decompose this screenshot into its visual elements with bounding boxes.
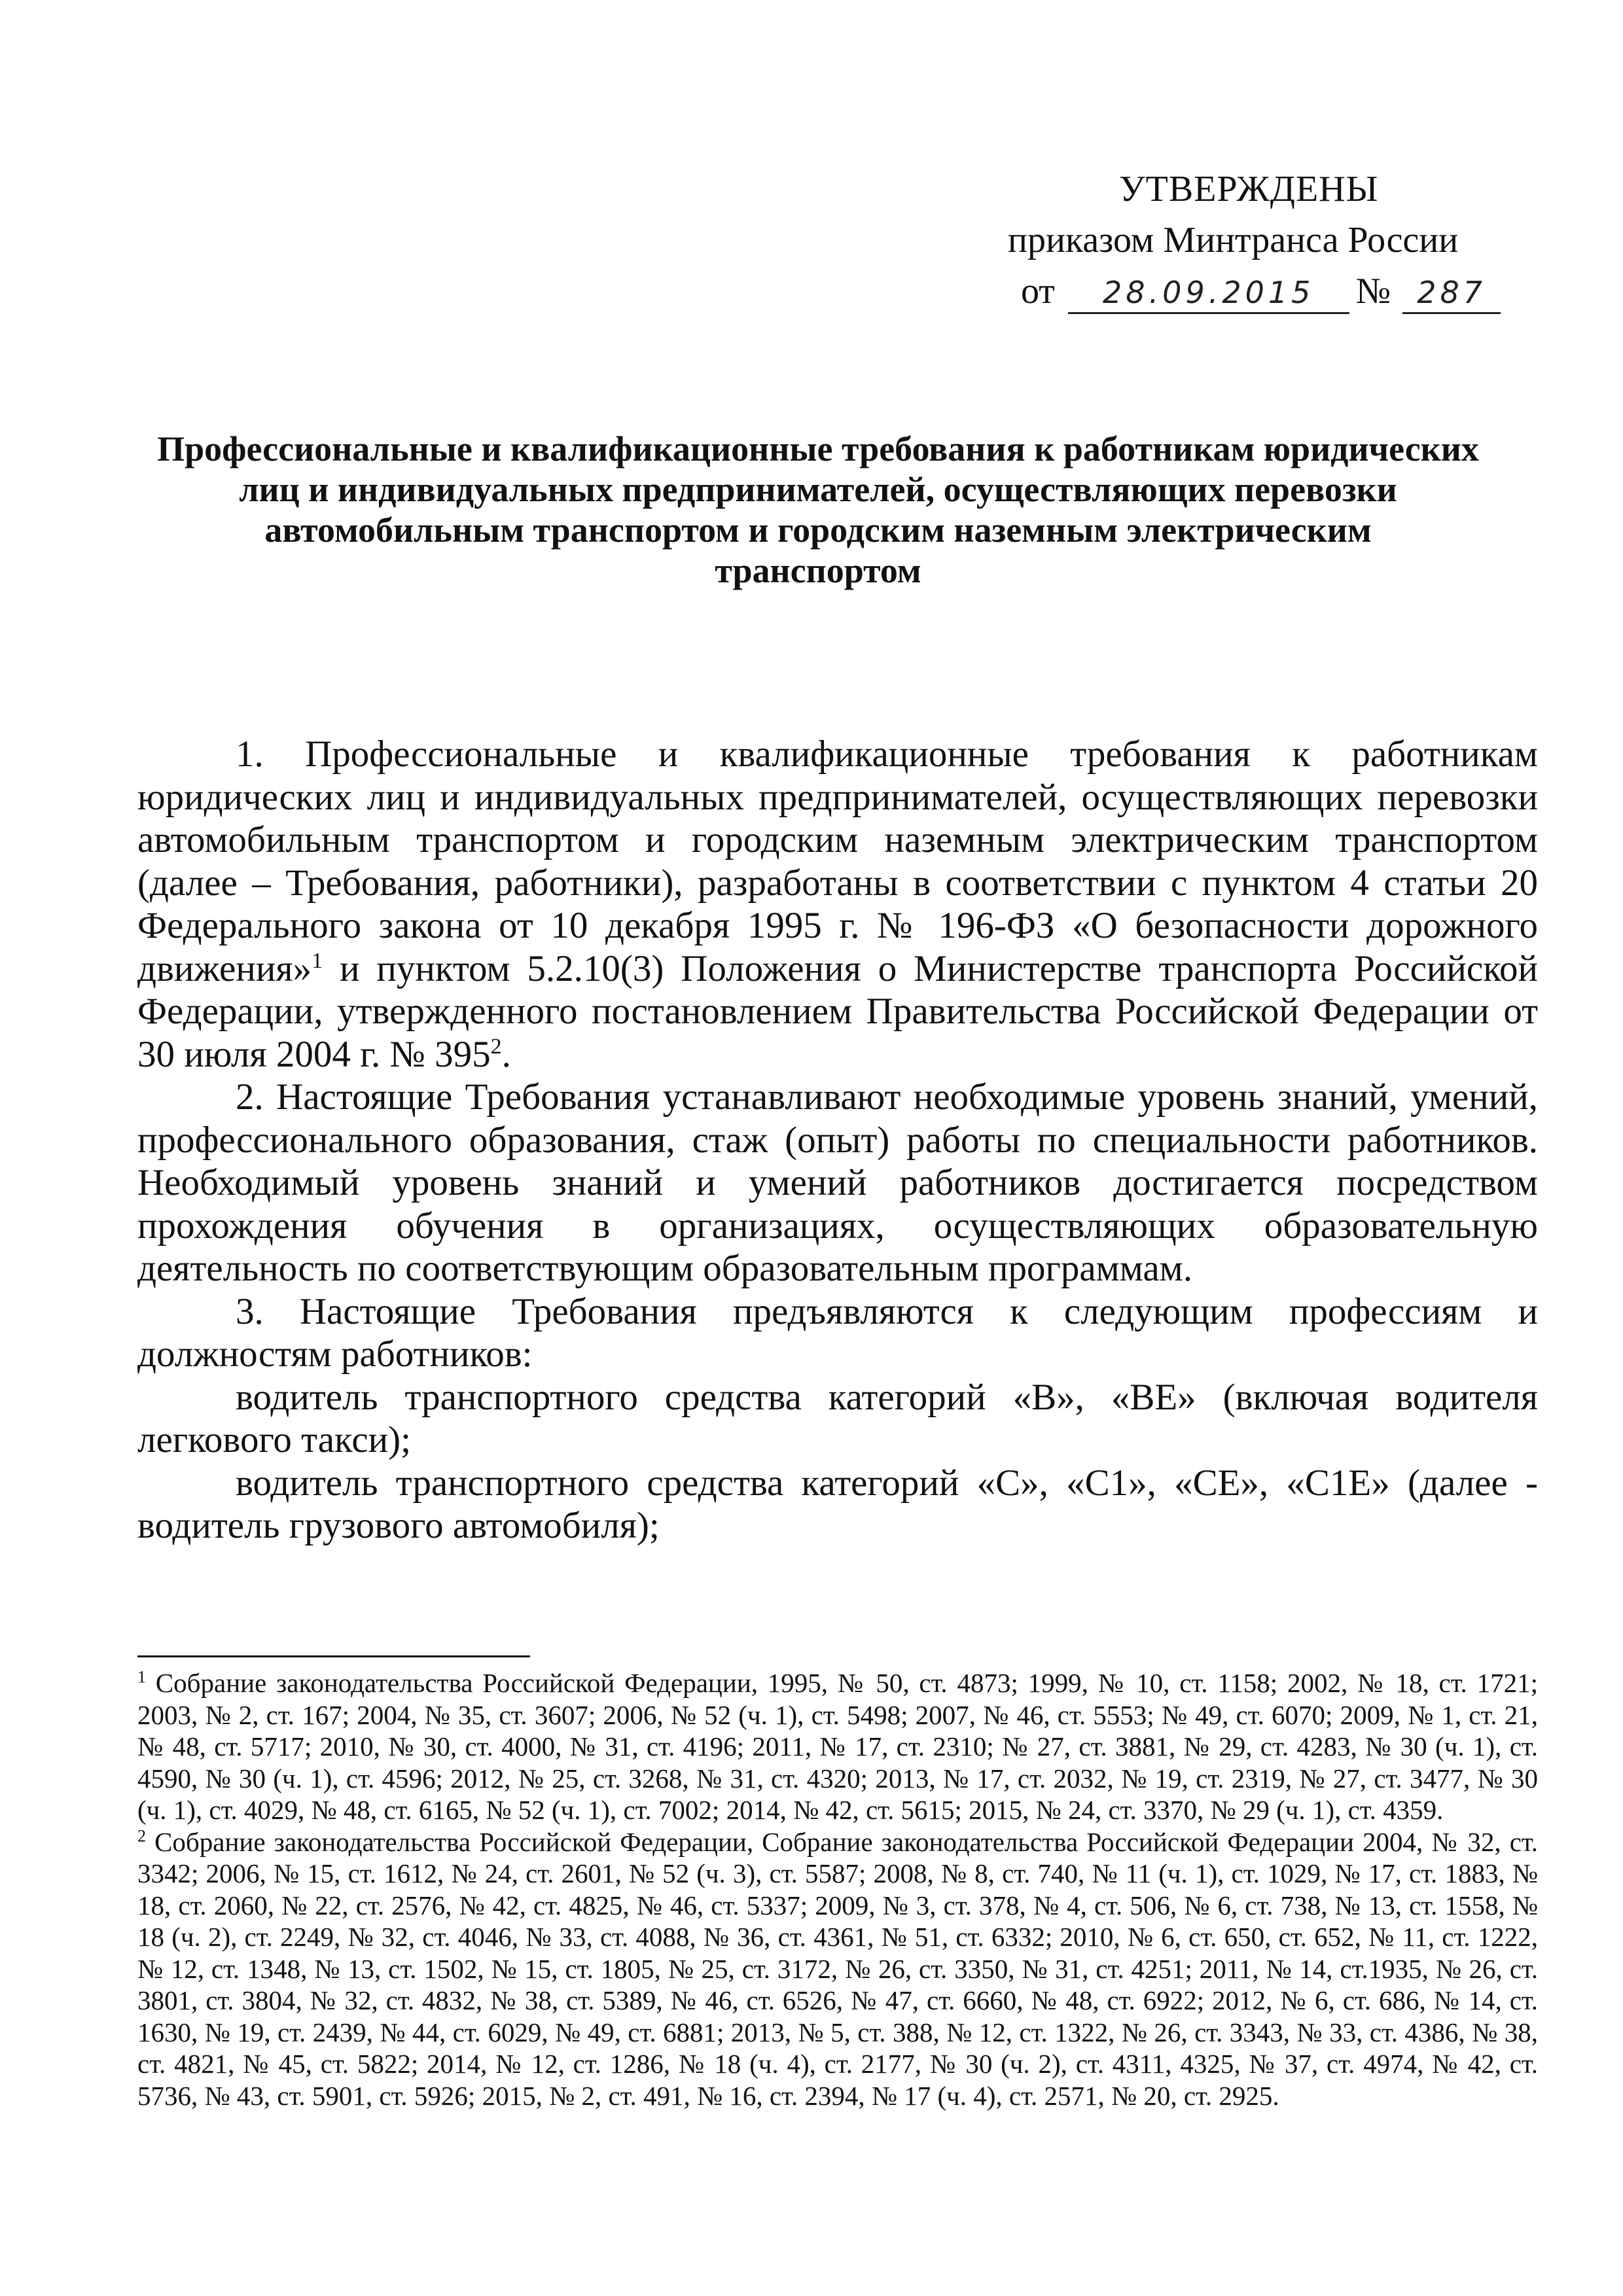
from-label: от	[1021, 271, 1055, 311]
paragraph-3: 3. Настоящие Требования предъявляются к следующим профессиям и должностям работников:	[137, 1290, 1538, 1375]
footnotes	[137, 1667, 1538, 2111]
footnote-1-mark: 1	[137, 1667, 146, 1687]
paragraph-1-end: .	[501, 1033, 511, 1075]
paragraph-1-text-b: и пунктом 5.2.10(3) Положения о Министерстве транспорта Российской Федерации, утвержденного постановлением Правительства Российской Федерации от 30 июля 2004 г. № 395	[137, 947, 1538, 1075]
paragraph-4: водитель транспортного средства категорий «B», «BE» (включая водителя легкового такси);	[137, 1376, 1538, 1460]
handwritten-number: 287	[1402, 273, 1501, 314]
approval-date-number-line	[1021, 266, 1584, 317]
footnote-1-text: Собрание законодательства Российской Федерации, 1995, № 50, ст. 4873; 1999, № 10, ст. 1158; 2002, № 18, ст. 1721; 2003, № 2, ст. 167; 2004, № 35, ст. 3607; 2006, № 52 (ч. 1), ст. 5498; 2007, № 46, ст. 5553; № 49, ст. 6070; 2009, № 1, ст. 21, № 48, ст. 5717; 2010, № 30, ст. 4000, № 31, ст. 4196; 2011, № 17, ст. 2310; № 27, ст. 3881, № 29, ст. 4283, № 30 (ч. 1), ст. 4590, № 30 (ч. 1), ст. 4596; 2012, № 25, ст. 3268, № 31, ст. 4320; 2013, № 17, ст. 2032, № 19, ст. 2319, № 27, ст. 3477, № 30 (ч. 1), ст. 4029, № 48, ст. 6165, № 52 (ч. 1), ст. 7002; 2014, № 42, ст. 5615; 2015, № 24, ст. 3370, № 29 (ч. 1), ст. 4359.	[137, 1668, 1538, 1825]
footnote-2	[137, 1826, 1538, 2112]
approval-block	[1008, 164, 1571, 317]
footnote-separator	[137, 1655, 530, 1657]
footnote-1	[137, 1667, 1538, 1826]
approval-order-line: приказом Минтранса России	[1008, 220, 1459, 260]
footnote-ref-2: 2	[490, 1034, 502, 1059]
document-body	[137, 733, 1538, 1547]
paragraph-5: водитель транспортного средства категорий «C», «C1», «CE», «C1E» (далее - водитель грузового автомобиля);	[137, 1462, 1538, 1546]
approval-heading: УТВЕРЖДЕНЫ	[1119, 169, 1379, 209]
footnote-2-mark: 2	[137, 1826, 146, 1845]
number-label: №	[1355, 271, 1391, 311]
paragraph-1	[137, 733, 1538, 1076]
footnote-ref-1: 1	[312, 948, 323, 973]
document-title: Профессиональные и квалификационные требования к работникам юридических лиц и индивидуальных предпринимателей, осуществляющих перевозки автомобильным транспортом и городским наземным электрическим транспортом	[157, 429, 1479, 590]
paragraph-1-text-a: 1. Профессиональные и квалификационные требования к работникам юридических лиц и индивидуальных предпринимателей, осуществляющих перевозки автомобильным транспортом и городским наземным электрическим транспортом (далее – Требования, работники), разработаны в соответствии с пунктом 4 статьи 20 Федерального закона от 10 декабря 1995 г. № 196-ФЗ «О безопасности дорожного движения»	[137, 733, 1538, 989]
paragraph-2: 2. Настоящие Требования устанавливают необходимые уровень знаний, умений, профессионального образования, стаж (опыт) работы по специальности работников. Необходимый уровень знаний и умений работников достигается посредством прохождения обучения в организациях, осуществляющих образовательную деятельность по соответствующим образовательным программам.	[137, 1076, 1538, 1289]
handwritten-date: 28.09.2015	[1068, 273, 1349, 314]
footnote-2-text: Собрание законодательства Российской Федерации, Собрание законодательства Российской Федерации 2004, № 32, ст. 3342; 2006, № 15, ст. 1612, № 24, ст. 2601, № 52 (ч. 3), ст. 5587; 2008, № 8, ст. 740, № 11 (ч. 1), ст. 1029, № 17, ст. 1883, № 18, ст. 2060, № 22, ст. 2576, № 42, ст. 4825, № 46, ст. 5337; 2009, № 3, ст. 378, № 4, ст. 506, № 6, ст. 738, № 13, ст. 1558, № 18 (ч. 2), ст. 2249, № 32, ст. 4046, № 33, ст. 4088, № 36, ст. 4361, № 51, ст. 6332; 2010, № 6, ст. 650, ст. 652, № 11, ст. 1222, № 12, ст. 1348, № 13, ст. 1502, № 15, ст. 1805, № 25, ст. 3172, № 26, ст. 3350, № 31, ст. 4251; 2011, № 14, ст.1935, № 26, ст. 3801, ст. 3804, № 32, ст. 4832, № 38, ст. 5389, № 46, ст. 6526, № 47, ст. 6660, № 48, ст. 6922; 2012, № 6, ст. 686, № 14, ст. 1630, № 19, ст. 2439, № 44, ст. 6029, № 49, ст. 6881; 2013, № 5, ст. 388, № 12, ст. 1322, № 26, ст. 3343, № 33, ст. 4386, № 38, ст. 4821, № 45, ст. 5822; 2014, № 12, ст. 1286, № 18 (ч. 4), ст. 2177, № 30 (ч. 2), ст. 4311, 4325, № 37, ст. 4974, № 42, ст. 5736, № 43, ст. 5901, ст. 5926; 2015, № 2, ст. 491, № 16, ст. 2394, № 17 (ч. 4), ст. 2571, № 20, ст. 2925.	[137, 1826, 1538, 2111]
